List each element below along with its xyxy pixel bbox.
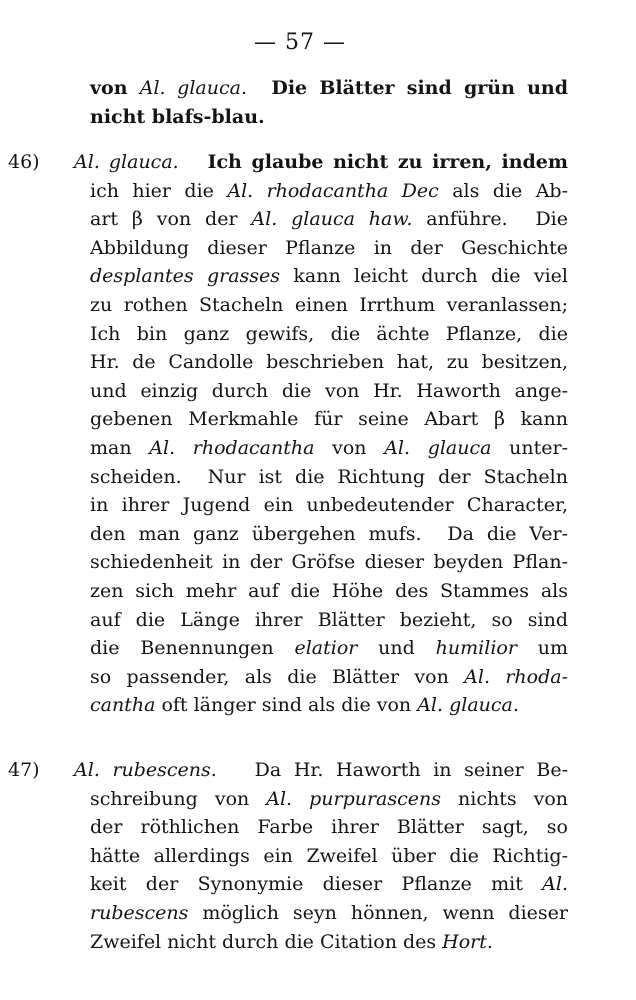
italic-term: Al. rubescens. [74, 759, 217, 781]
text-run: und einzig durch die von Hr. Haworth ange- [90, 379, 568, 402]
text-run: auf die Länge ihrer Blätter bezieht, so sind [90, 608, 568, 631]
text-line [90, 636, 568, 660]
text-line [90, 465, 568, 489]
text-run: Zweifel nicht durch die Citation des [90, 930, 443, 953]
text-run: zu rothen Stacheln einen Irrthum veranlassen; [90, 294, 568, 316]
text-run: hätte allerdings ein Zweifel über die Richtig- [90, 844, 568, 867]
text-run: und [357, 637, 436, 660]
text-line [90, 236, 568, 260]
italic-term: Al. glauca. [417, 694, 519, 717]
text-line [90, 844, 568, 868]
text-run: nichts von [441, 787, 569, 810]
text-line [90, 901, 568, 925]
italic-term: Al. rhodacantha Dec [227, 179, 439, 202]
text-run: scheiden. Nur ist die Richtung der Stacheln [90, 465, 568, 488]
text-run: ich hier die [90, 179, 228, 202]
text-run: zen sich mehr auf die Höhe des Stammes als [90, 580, 568, 602]
italic-term: Al. glauca haw. [251, 208, 413, 231]
text-run: möglich seyn hönnen, wenn dieser [188, 902, 568, 924]
text-run: die Benennungen [90, 637, 295, 660]
text-run: Da Hr. Haworth in seiner Be- [216, 759, 568, 781]
italic-term: Al. glauca. [139, 77, 247, 99]
text-line [90, 693, 519, 717]
text-line [90, 550, 568, 574]
italic-term: cantha [90, 694, 156, 717]
text-run: der röthlichen Farbe ihrer Blätter sagt, so [90, 816, 568, 839]
text-run: Die Blätter sind grün und [246, 77, 568, 99]
italic-term: elatior [294, 637, 358, 660]
italic-term: Al. glauca [384, 437, 492, 459]
text-line [90, 179, 568, 203]
text-run: um [516, 637, 569, 660]
text-run: von [90, 77, 140, 99]
text-line [90, 293, 568, 317]
text-run: Ich glaube nicht zu irren, indem [178, 151, 568, 173]
text-line [90, 350, 568, 374]
text-line [90, 608, 568, 632]
text-run: von [314, 437, 385, 459]
text-line [90, 493, 568, 517]
italic-term: Hort. [442, 930, 493, 953]
text-run: anführe. Die [412, 208, 568, 231]
text-run: so passender, als die Blätter von [90, 665, 465, 688]
text-run: schiedenheit in der Gröfse dieser beyden Pflan- [90, 551, 568, 574]
text-run: schreibung von [90, 787, 267, 810]
text-run: als die Ab- [438, 179, 568, 202]
text-line [90, 379, 568, 403]
text-run: Ich bin ganz gewifs, die ächte Pflanze, die [90, 322, 568, 345]
text-run: oft länger sind als die von [155, 694, 418, 717]
italic-term: rubescens [90, 902, 189, 924]
note-number: 47) [8, 759, 40, 781]
italic-term: Al. rhodacantha [149, 437, 315, 459]
text-run: man [90, 437, 150, 459]
text-run: Hr. de Candolle beschrieben hat, zu besitzen, [90, 351, 568, 374]
text-line [90, 872, 568, 896]
text-run: Abbildung dieser Pflanze in der Geschichte [90, 236, 568, 259]
text-run: gebenen Merkmahle für seine Abart β kann [90, 408, 568, 431]
text-line [90, 815, 568, 839]
text-line [90, 522, 568, 546]
text-line [74, 758, 568, 782]
italic-term: Al. rhoda- [464, 665, 569, 688]
text-line [74, 150, 568, 174]
text-line [90, 407, 568, 431]
text-line [90, 105, 265, 129]
text-line [90, 76, 568, 100]
text-line [90, 322, 568, 346]
text-run: den man ganz übergehen mufs. Da die Ver- [90, 522, 568, 545]
text-line [90, 264, 568, 288]
note-number: 46) [8, 151, 40, 173]
italic-term: Al. glauca. [74, 151, 179, 173]
italic-term: Al. purpurascens [266, 787, 442, 810]
text-line [90, 436, 568, 460]
text-run: keit der Synonymie dieser Pflanze mit [90, 873, 543, 896]
italic-term: desplantes grasses [90, 265, 281, 288]
italic-term: Al. [542, 873, 568, 896]
text-line [90, 930, 493, 954]
text-line [90, 207, 568, 231]
text-line [90, 665, 568, 689]
text-line [90, 579, 568, 603]
text-run: in ihrer Jugend ein unbedeutender Character, [90, 494, 568, 517]
text-run: nicht blafs-blau. [90, 106, 265, 128]
text-run: unter- [491, 437, 568, 459]
text-line [90, 787, 568, 811]
italic-term: humilior [435, 637, 517, 660]
text-run: kann leicht durch die viel [280, 265, 568, 288]
text-run: art β von der [90, 208, 252, 231]
page-number: — 57 — [254, 30, 346, 55]
